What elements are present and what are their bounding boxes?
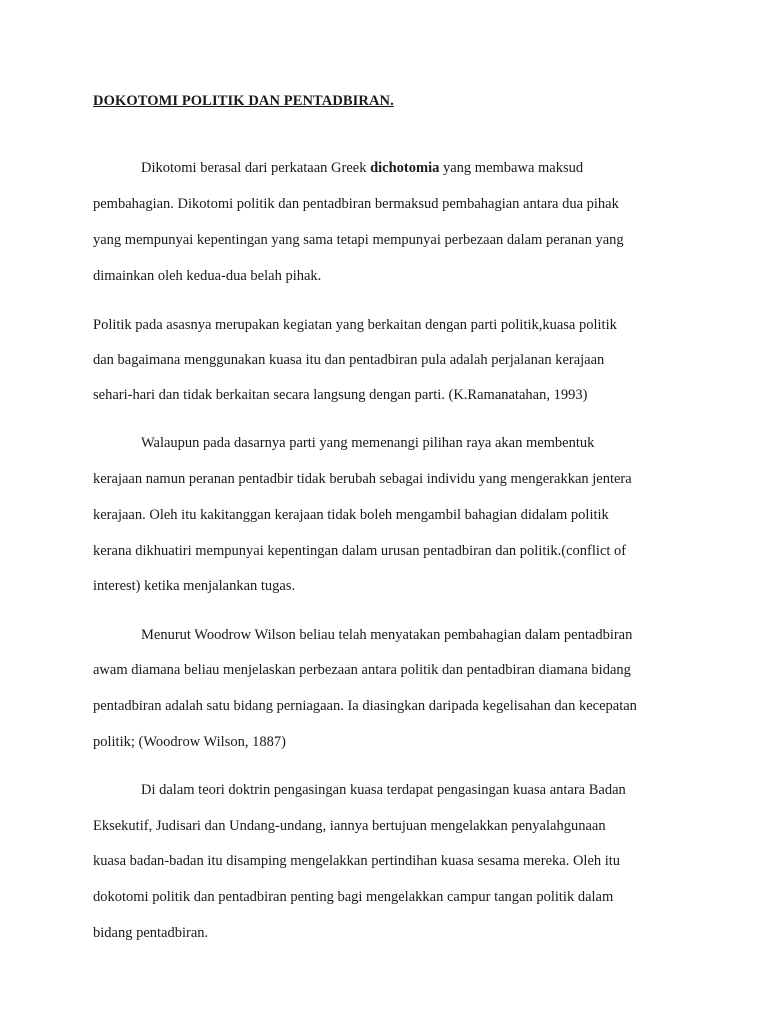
paragraph-line: dimainkan oleh kedua-dua belah pihak. — [93, 268, 322, 284]
document-title: DOKOTOMI POLITIK DAN PENTADBIRAN. — [93, 93, 394, 109]
paragraph-line: pentadbiran adalah satu bidang perniagaan. Ia diasingkan daripada kegelisahan dan kecepatan — [93, 698, 637, 714]
paragraph-line: Eksekutif, Judisari dan Undang-undang, iannya bertujuan mengelakkan penyalahgunaan — [93, 818, 606, 834]
paragraph-line: kerana dikhuatiri mempunyai kepentingan dalam urusan pentadbiran dan politik.(conflict of — [93, 543, 627, 559]
line-text: Dikotomi berasal dari perkataan Greek — [141, 160, 371, 176]
paragraph-line: Politik pada asasnya merupakan kegiatan yang berkaitan dengan parti politik,kuasa politik — [93, 317, 617, 333]
paragraph-line: dan bagaimana menggunakan kuasa itu dan pentadbiran pula adalah perjalanan kerajaan — [93, 352, 605, 368]
paragraph-line: awam diamana beliau menjelaskan perbezaan antara politik dan pentadbiran diamana bidang — [93, 662, 631, 678]
paragraph-line — [141, 159, 583, 177]
paragraph-line: dokotomi politik dan pentadbiran penting bagi mengelakkan campur tangan politik dalam — [93, 889, 614, 905]
paragraph-line: sehari-hari dan tidak berkaitan secara langsung dengan parti. (K.Ramanatahan, 1993) — [93, 387, 588, 403]
paragraph-line: Menurut Woodrow Wilson beliau telah menyatakan pembahagian dalam pentadbiran — [141, 627, 633, 643]
paragraph-line: kuasa badan-badan itu disamping mengelakkan pertindihan kuasa sesama mereka. Oleh itu — [93, 853, 621, 869]
paragraph-line: Di dalam teori doktrin pengasingan kuasa terdapat pengasingan kuasa antara Badan — [141, 782, 626, 798]
paragraph-line: kerajaan namun peranan pentadbir tidak berubah sebagai individu yang mengerakkan jentera — [93, 471, 632, 487]
paragraph-line: Walaupun pada dasarnya parti yang memenangi pilihan raya akan membentuk — [141, 435, 595, 451]
paragraph-line: kerajaan. Oleh itu kakitanggan kerajaan tidak boleh mengambil bahagian didalam politik — [93, 507, 609, 523]
paragraph-line: bidang pentadbiran. — [93, 925, 209, 941]
paragraph-line: pembahagian. Dikotomi politik dan pentadbiran bermaksud pembahagian antara dua pihak — [93, 196, 619, 212]
paragraph-line: interest) ketika menjalankan tugas. — [93, 578, 296, 594]
line-text: yang membawa maksud — [439, 160, 584, 176]
bold-term: dichotomia — [370, 160, 440, 176]
paragraph-line: politik; (Woodrow Wilson, 1887) — [93, 734, 286, 750]
paragraph-line: yang mempunyai kepentingan yang sama tetapi mempunyai perbezaan dalam peranan yang — [93, 232, 624, 248]
